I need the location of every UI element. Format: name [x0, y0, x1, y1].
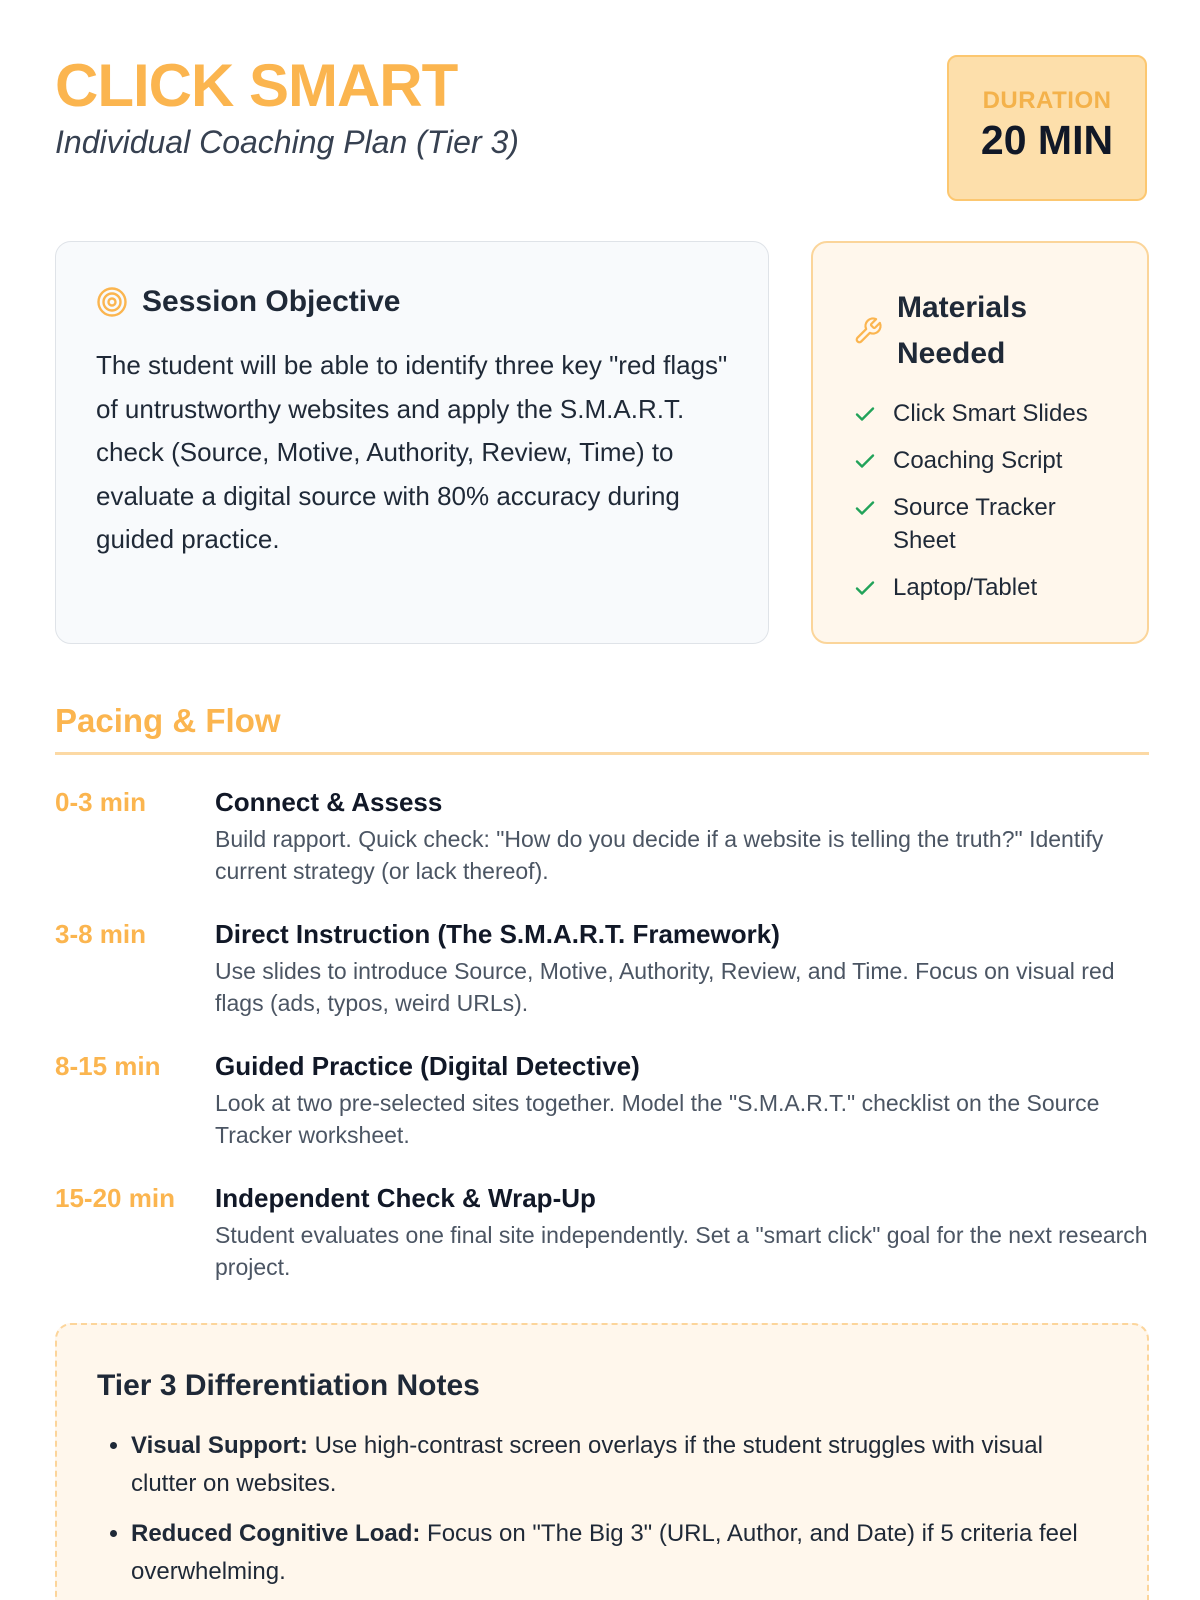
pacing-timeline [55, 783, 1149, 1311]
step-description: Use slides to introduce Source, Motive, Authority, Review, and Time. Focus on visual red flags (ads, typos, weird URLs). [215, 958, 1115, 1016]
target-icon [96, 286, 128, 318]
objective-card [55, 241, 769, 644]
step-time: 3-8 min [55, 919, 147, 949]
duration-label: DURATION [982, 87, 1112, 114]
notes-title: Tier 3 Differentiation Notes [97, 1369, 480, 1402]
note-item [131, 1515, 1107, 1591]
material-label: Source Tracker Sheet [893, 494, 1056, 554]
step-title: Independent Check & Wrap-Up [215, 1183, 596, 1213]
materials-title: Materials Needed [897, 291, 1028, 370]
step-time: 15-20 min [55, 1183, 175, 1213]
page-title: CLICK SMART [55, 52, 458, 119]
duration-value: 20 MIN [980, 117, 1114, 163]
objective-header [96, 284, 728, 320]
differentiation-notes-card [55, 1323, 1149, 1600]
page-header [55, 52, 1147, 202]
timeline-step [55, 1047, 1149, 1151]
material-label: Coaching Script [893, 447, 1063, 474]
check-icon [853, 576, 877, 600]
step-description: Look at two pre-selected sites together. Model the "S.M.A.R.T." checklist on the Source Tracker worksheet. [215, 1090, 1100, 1148]
step-body [215, 915, 1149, 1019]
materials-list [853, 397, 1117, 604]
notes-list [97, 1427, 1107, 1591]
section-divider [55, 752, 1149, 755]
materials-card [811, 241, 1149, 644]
timeline-step [55, 1179, 1149, 1283]
note-text: Focus on "The Big 3" (URL, Author, and Date) if 5 criteria feel overwhelming. [131, 1520, 1078, 1585]
duration-badge [947, 55, 1147, 201]
note-text: Use high-contrast screen overlays if the student struggles with visual clutter on websites. [131, 1432, 1043, 1497]
objective-title: Session Objective [142, 285, 401, 318]
step-description: Student evaluates one final site independently. Set a "smart click" goal for the next research project. [215, 1222, 1148, 1280]
material-item [853, 397, 1117, 430]
material-label: Click Smart Slides [893, 400, 1088, 427]
objective-text: The student will be able to identify three key "red flags" of untrustworthy websites and apply the S.M.A.R.T. check (Source, Motive, Authority, Review, Time) to evaluate a digital source with 80% accuracy during guided practice. [96, 350, 728, 554]
pacing-title: Pacing & Flow [55, 702, 281, 739]
check-icon [853, 496, 877, 520]
step-time: 8-15 min [55, 1051, 161, 1081]
page-subtitle: Individual Coaching Plan (Tier 3) [55, 124, 519, 160]
material-item [853, 491, 1117, 557]
materials-header [853, 285, 1117, 377]
step-body [215, 1179, 1149, 1283]
check-icon [853, 402, 877, 426]
step-description: Build rapport. Quick check: "How do you decide if a website is telling the truth?" Identify current strategy (or lack thereof). [215, 826, 1104, 884]
step-title: Connect & Assess [215, 787, 443, 817]
material-item [853, 571, 1117, 604]
material-label: Laptop/Tablet [893, 574, 1038, 601]
note-item [131, 1427, 1107, 1503]
note-label: Visual Support: [131, 1432, 308, 1459]
step-title: Guided Practice (Digital Detective) [215, 1051, 640, 1081]
step-title: Direct Instruction (The S.M.A.R.T. Framework) [215, 919, 780, 949]
step-body [215, 1047, 1149, 1151]
wrench-icon [853, 316, 883, 346]
check-icon [853, 449, 877, 473]
note-label: Reduced Cognitive Load: [131, 1520, 421, 1547]
timeline-step [55, 915, 1149, 1019]
timeline-step [55, 783, 1149, 887]
step-time: 0-3 min [55, 787, 147, 817]
step-body [215, 783, 1149, 887]
material-item [853, 444, 1117, 477]
